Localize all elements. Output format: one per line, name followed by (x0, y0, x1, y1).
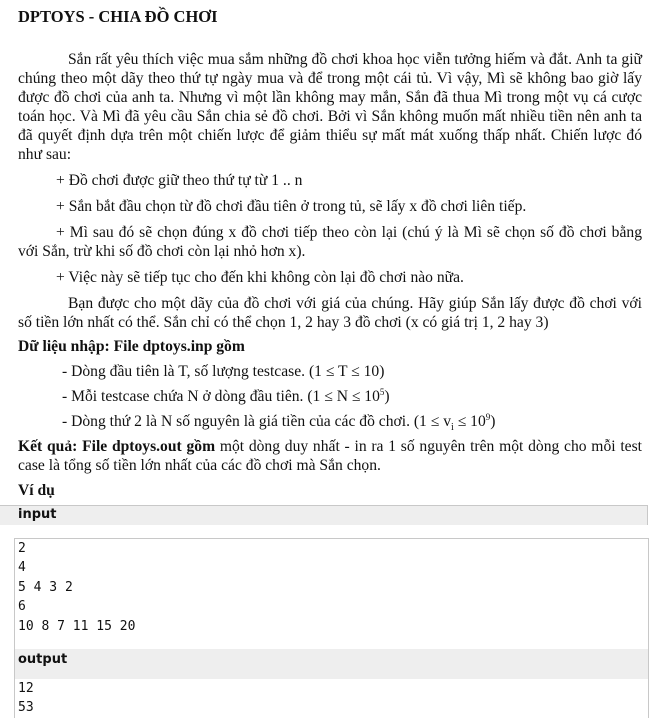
example-output-header: output (15, 649, 648, 679)
rule-item: + Việc này sẽ tiếp tục cho đến khi không còn lại đồ chơi nào nữa. (56, 269, 464, 286)
input-heading: Dữ liệu nhập: File dptoys.inp gồm (18, 338, 245, 355)
input-item: - Dòng thứ 2 là N số nguyên là giá tiền của các đồ chơi. $(1 \le v_i \le 10^9)$ (62, 411, 496, 434)
rule-item: + Đồ chơi được giữ theo thứ tự từ 1 .. n (56, 172, 303, 189)
input-item: - Mỗi testcase chứa N ở dòng đầu tiên. $(1 \le N \le 10^5)$ (62, 386, 390, 405)
output-description: Kết quả: File dptoys.out gồm một dòng duy nhất - in ra 1 số nguyên trên một dòng cho mỗi test case là tổng số tiền lớn nhất của các đồ chơi mà Sắn chọn. (18, 438, 642, 474)
example-heading: Ví dụ (18, 482, 55, 499)
problem-title: DPTOYS - CHIA ĐỒ CHƠI (18, 7, 218, 26)
intro-paragraph: Sắn rất yêu thích việc mua sắm những đồ chơi khoa học viễn tưởng hiếm và đắt. Anh ta giữ chúng theo một dãy theo thứ tự ngày mua và để trong một cái tủ. Vì vậy, Mì sẽ không bao giờ lấy được đồ chơi của anh ta. Nhưng vì một lần không may mắn, Sắn đã thua Mì trong một vụ cá cược toán học. Và Mì đã yêu cầu Sắn chia sẻ đồ chơi. Bởi vì Sắn không muốn mất nhiều tiền nên anh ta đã quyết định dựa trên một chiến lược để giảm thiểu sự mất mát xuống thấp nhất. Chiến lược đó như sau: (18, 51, 642, 163)
rule-item: + Mì sau đó sẽ chọn đúng x đồ chơi tiếp theo còn lại (chú ý là Mì sẽ chọn số đồ chơi bằng với Sắn, trừ khi số đồ chơi còn lại nhỏ hơn x). (18, 224, 642, 260)
example-input-header (0, 505, 648, 525)
example-output-data: 12 53 (18, 681, 34, 716)
example-box (14, 538, 649, 718)
input-item: - Dòng đầu tiên là T, số lượng testcase. (1 ≤ T ≤ 10) (62, 363, 385, 380)
example-input-label: input (18, 507, 57, 522)
example-input-data: 2 4 5 4 3 2 6 10 8 7 11 15 20 (18, 541, 136, 634)
problem-statement (18, 0, 642, 501)
task-paragraph: Bạn được cho một dãy của đồ chơi với giá của chúng. Hãy giúp Sắn lấy được đồ chơi với số tiền lớn nhất có thể. Sắn chỉ có thể chọn 1, 2 hay 3 đồ chơi (x có giá trị 1, 2 hay 3) (18, 295, 642, 331)
rule-item: + Sắn bắt đầu chọn từ đồ chơi đầu tiên ở trong tủ, sẽ lấy x đồ chơi liên tiếp. (56, 198, 527, 215)
